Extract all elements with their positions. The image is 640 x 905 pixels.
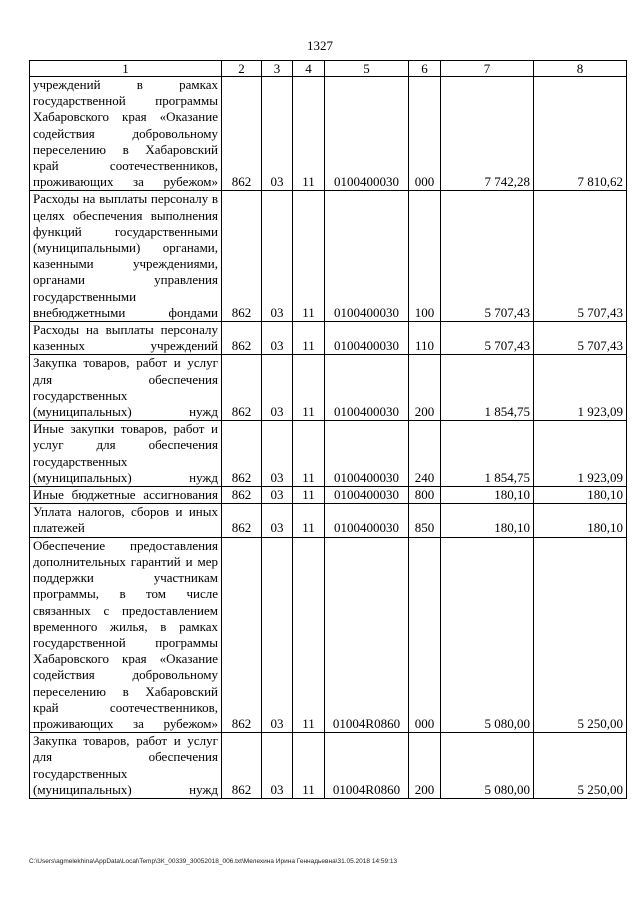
cell-amount-year2: 5 707,43 [534,322,627,355]
page-number: 1327 [307,38,333,53]
cell-subsection: 11 [293,77,325,191]
table-row [30,355,627,421]
column-header: 2 [222,61,262,77]
row-description: Иные закупки товаров, работ и услуг для обеспечения государственных (муниципальных) нужд [30,421,222,487]
cell-amount-year1: 5 080,00 [441,733,534,799]
cell-target-article: 01004R0860 [325,537,409,732]
column-header: 7 [441,61,534,77]
cell-target-article: 0100400030 [325,191,409,322]
cell-admin-code: 862 [222,733,262,799]
file-path-footer: C:\Users\agmelekhina\AppData\Local\Temp\ЗК_00339_30052018_006.txt\Мелехина Ирина Геннадьевна\31.05.2018 14:59:13 [29,858,398,865]
cell-section: 03 [262,322,293,355]
cell-subsection: 11 [293,355,325,421]
cell-admin-code: 862 [222,77,262,191]
cell-amount-year2: 1 923,09 [534,355,627,421]
cell-section: 03 [262,504,293,537]
cell-subsection: 11 [293,487,325,504]
cell-amount-year1: 5 707,43 [441,322,534,355]
cell-amount-year1: 5 707,43 [441,191,534,322]
cell-section: 03 [262,421,293,487]
cell-section: 03 [262,733,293,799]
cell-amount-year2: 180,10 [534,487,627,504]
table-row [30,487,627,504]
cell-target-article: 0100400030 [325,355,409,421]
cell-amount-year1: 180,10 [441,487,534,504]
cell-amount-year1: 1 854,75 [441,355,534,421]
cell-admin-code: 862 [222,322,262,355]
cell-amount-year2: 7 810,62 [534,77,627,191]
cell-expense-type: 200 [409,733,441,799]
cell-expense-type: 800 [409,487,441,504]
cell-target-article: 0100400030 [325,421,409,487]
cell-amount-year2: 5 250,00 [534,537,627,732]
header-row [30,61,627,77]
cell-admin-code: 862 [222,191,262,322]
cell-expense-type: 000 [409,537,441,732]
cell-expense-type: 000 [409,77,441,191]
cell-target-article: 0100400030 [325,77,409,191]
row-description: Уплата налогов, сборов и иных платежей [30,504,222,537]
cell-amount-year1: 1 854,75 [441,421,534,487]
row-description: Закупка товаров, работ и услуг для обеспечения государственных (муниципальных) нужд [30,355,222,421]
row-description: Обеспечение предоставления дополнительных гарантий и мер поддержки участникам программы, в том числе связанных с предоставлением временного жилья, в рамках государственной программы Хабаровского края «Оказание содействия добровольному переселению в Хабаровский край соотечественников, проживающих за рубежом» [30,537,222,732]
cell-expense-type: 240 [409,421,441,487]
table-row [30,322,627,355]
row-description: Иные бюджетные ассигнования [30,487,222,504]
table-row [30,191,627,322]
cell-subsection: 11 [293,421,325,487]
cell-subsection: 11 [293,537,325,732]
column-header: 4 [293,61,325,77]
column-header: 5 [325,61,409,77]
cell-expense-type: 100 [409,191,441,322]
cell-amount-year1: 5 080,00 [441,537,534,732]
row-description: Закупка товаров, работ и услуг для обеспечения государственных (муниципальных) нужд [30,733,222,799]
cell-section: 03 [262,537,293,732]
cell-admin-code: 862 [222,487,262,504]
cell-admin-code: 862 [222,355,262,421]
cell-expense-type: 850 [409,504,441,537]
cell-target-article: 0100400030 [325,322,409,355]
cell-section: 03 [262,191,293,322]
cell-admin-code: 862 [222,421,262,487]
cell-admin-code: 862 [222,537,262,732]
row-description: Расходы на выплаты персоналу в целях обеспечения выполнения функций государственными (муниципальными) органами, казенными учреждениями, органами управления государственными внебюджетными фондами [30,191,222,322]
table-row [30,733,627,799]
cell-amount-year2: 1 923,09 [534,421,627,487]
cell-amount-year2: 180,10 [534,504,627,537]
cell-section: 03 [262,77,293,191]
cell-admin-code: 862 [222,504,262,537]
column-header: 1 [30,61,222,77]
column-header: 6 [409,61,441,77]
cell-amount-year1: 180,10 [441,504,534,537]
cell-expense-type: 110 [409,322,441,355]
cell-amount-year2: 5 250,00 [534,733,627,799]
budget-table [29,60,627,799]
table-row [30,504,627,537]
cell-target-article: 0100400030 [325,504,409,537]
cell-amount-year1: 7 742,28 [441,77,534,191]
row-description: учреждений в рамках государственной программы Хабаровского края «Оказание содействия добровольному переселению в Хабаровский край соотечественников, проживающих за рубежом» [30,77,222,191]
cell-target-article: 0100400030 [325,487,409,504]
table-row [30,421,627,487]
column-header: 8 [534,61,627,77]
row-description: Расходы на выплаты персоналу казенных учреждений [30,322,222,355]
cell-subsection: 11 [293,504,325,537]
cell-subsection: 11 [293,322,325,355]
cell-subsection: 11 [293,191,325,322]
table-row [30,77,627,191]
table-row [30,537,627,732]
cell-section: 03 [262,355,293,421]
cell-amount-year2: 5 707,43 [534,191,627,322]
cell-target-article: 01004R0860 [325,733,409,799]
cell-subsection: 11 [293,733,325,799]
column-header: 3 [262,61,293,77]
cell-expense-type: 200 [409,355,441,421]
cell-section: 03 [262,487,293,504]
